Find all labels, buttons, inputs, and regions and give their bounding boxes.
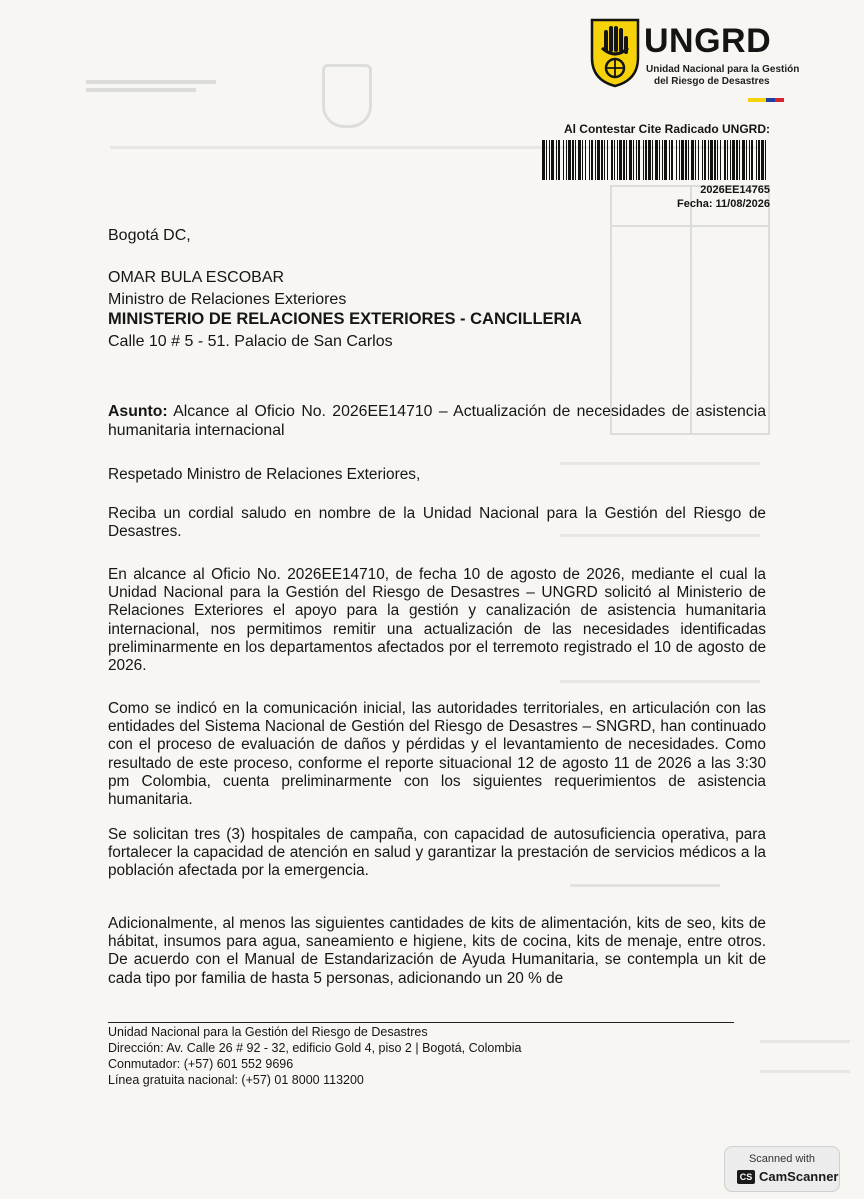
paragraph-2: En alcance al Oficio No. 2026EE14710, de fecha 10 de agosto de 2026, mediante el cual la Unidad Nacional para la Gestión del Riesgo de Desastres – UNGRD solicitó al Ministerio de Relaciones Exteriores el apoyo para la gestión y canalización de asistencia humanitaria internacional, nos permitimos remitir una actualización de las necesidades identificadas preliminarmente en los departamentos afectados por el terremoto registrado el 10 de agosto de 2026. [108, 566, 766, 675]
ungrd-logo [588, 18, 800, 88]
barcode-bar [585, 140, 586, 180]
barcode-bar [556, 140, 557, 180]
subject [108, 402, 766, 440]
barcode-bar [595, 140, 596, 180]
logo-subtitle-line1: Unidad Nacional para la Gestión [646, 64, 800, 75]
barcode-bar [558, 140, 560, 180]
barcode-bar [714, 140, 716, 180]
barcode-bar [623, 140, 625, 180]
camscanner-watermark [724, 1146, 840, 1192]
barcode-bar [645, 140, 647, 180]
barcode-bar [549, 140, 550, 180]
barcode-bar [736, 140, 738, 180]
barcode-bar [617, 140, 618, 180]
barcode-bar [761, 140, 764, 180]
barcode-bar [710, 140, 713, 180]
logo-subtitle-line2: del Riesgo de Desastres [654, 76, 770, 87]
barcode-bar [739, 140, 740, 180]
flag-red [775, 98, 784, 102]
barcode-bar [742, 140, 745, 180]
barcode-bar [704, 140, 706, 180]
barcode-bar [765, 140, 766, 180]
barcode-bar [633, 140, 634, 180]
barcode-bar [626, 140, 627, 180]
paragraph-4: Se solicitan tres (3) hospitales de campaña, con capacidad de autosuficiencia operativa, para fortalecer la capacidad de atención en salud y garantizar la prestación de servicios médicos a la población afectada por la emergencia. [108, 826, 766, 880]
camscanner-name: CamScanner [759, 1169, 839, 1184]
barcode-bar [698, 140, 699, 180]
recipient-name: OMAR BULA ESCOBAR [108, 269, 285, 286]
barcode-bar [563, 140, 564, 180]
barcode-bar [638, 140, 640, 180]
barcode-bar [604, 140, 605, 180]
barcode-bar [643, 140, 644, 180]
barcode-bar [671, 140, 673, 180]
barcode-bar [568, 140, 571, 180]
barcode-bar [749, 140, 750, 180]
barcode-bar [566, 140, 567, 180]
barcode-bar [582, 140, 583, 180]
footer-divider [108, 1022, 734, 1023]
radicado-date: Fecha: 11/08/2026 [677, 198, 770, 210]
paragraph-1: Reciba un cordial saludo en nombre de la Unidad Nacional para la Gestión del Riesgo de Desastres. [108, 505, 766, 541]
paragraph-3: Como se indicó en la comunicación inicial, las autoridades territoriales, en articulación con las entidades del Sistema Nacional de Gestión del Riesgo de Desastres – SNGRD, han continuado con el proceso de evaluación de daños y pérdidas y el levantamiento de necesidades. Como resultado de este proceso, conforme el reporte situacional 12 de agosto 11 de 2026 a las 3:30 pm Colombia, cuenta preliminarmente con los siguientes requerimientos de asistencia humanitaria. [108, 700, 766, 809]
barcode-bar [601, 140, 603, 180]
barcode-bar [685, 140, 687, 180]
barcode-bar [730, 140, 731, 180]
barcode-bar [720, 140, 721, 180]
barcode-bar [669, 140, 670, 180]
barcode-bar [746, 140, 747, 180]
barcode-bar [758, 140, 760, 180]
barcode-bar [636, 140, 637, 180]
barcode-bar [751, 140, 753, 180]
subject-text: Alcance al Oficio No. 2026EE14710 – Actualización de necesidades de asistencia humanitaria internacional [108, 403, 766, 439]
radicado-block [540, 122, 770, 210]
barcode-bar [695, 140, 696, 180]
colombia-flag-stripe [748, 89, 784, 93]
camscanner-icon: CS [737, 1170, 755, 1184]
barcode-bar [578, 140, 581, 180]
barcode-bar [676, 140, 677, 180]
flag-yellow [748, 98, 766, 102]
barcode-bar [708, 140, 709, 180]
recipient-address: Calle 10 # 5 - 51. Palacio de San Carlos [108, 333, 393, 350]
flag-blue [766, 98, 775, 102]
barcode [540, 140, 770, 180]
barcode-bar [629, 140, 632, 180]
barcode-bar [756, 140, 757, 180]
ungrd-shield-icon [588, 18, 642, 88]
footer-phone: Conmutador: (+57) 601 552 9696 [108, 1057, 294, 1071]
recipient-title: Ministro de Relaciones Exteriores [108, 291, 347, 308]
barcode-bar [614, 140, 615, 180]
barcode-bar [591, 140, 593, 180]
barcode-bar [589, 140, 590, 180]
barcode-bar [732, 140, 735, 180]
paragraph-5: Adicionalmente, al menos las siguientes cantidades de kits de alimentación, kits de seo, kits de hábitat, insumos para agua, saneamiento e higiene, kits de cocina, kits de menaje, entre otros. De acuerdo con el Manual de Estandarización de Ayuda Humanitaria, se contempla un kit de cada tipo por familia de hasta 5 personas, adicionando un 20 % de [108, 915, 766, 987]
barcode-bar [575, 140, 576, 180]
barcode-bar [572, 140, 574, 180]
barcode-bar [702, 140, 703, 180]
barcode-bar [727, 140, 728, 180]
footer-address: Dirección: Av. Calle 26 # 92 - 32, edificio Gold 4, piso 2 | Bogotá, Colombia [108, 1041, 522, 1055]
salutation: Respetado Ministro de Relaciones Exteriores, [108, 466, 421, 483]
barcode-bar [652, 140, 653, 180]
scanned-with-label: Scanned with [748, 1153, 816, 1165]
logo-wordmark: UNGRD [644, 22, 772, 60]
barcode-bar [597, 140, 600, 180]
barcode-bar [717, 140, 718, 180]
barcode-bar [662, 140, 663, 180]
barcode-bar [607, 140, 608, 180]
barcode-bar [659, 140, 660, 180]
barcode-bar [542, 140, 545, 180]
barcode-bar [619, 140, 622, 180]
city-date: Bogotá DC, [108, 227, 191, 244]
barcode-bar [691, 140, 694, 180]
barcode-bar [655, 140, 658, 180]
radicado-label: Al Contestar Cite Radicado UNGRD: [563, 122, 770, 136]
footer-toll-free: Línea gratuita nacional: (+57) 01 8000 113200 [108, 1073, 364, 1087]
barcode-bar [681, 140, 684, 180]
barcode-bar [611, 140, 613, 180]
footer-entity: Unidad Nacional para la Gestión del Riesgo de Desastres [108, 1025, 428, 1039]
recipient-entity: MINISTERIO DE RELACIONES EXTERIORES - CANCILLERIA [108, 310, 582, 328]
barcode-bar [679, 140, 680, 180]
barcode-bar [664, 140, 667, 180]
barcode-bar [688, 140, 689, 180]
radicado-number: 2026EE14765 [700, 184, 770, 196]
barcode-bar [546, 140, 547, 180]
barcode-bar [551, 140, 554, 180]
subject-label: Asunto: [108, 403, 168, 420]
barcode-bar [724, 140, 726, 180]
barcode-bar [648, 140, 651, 180]
